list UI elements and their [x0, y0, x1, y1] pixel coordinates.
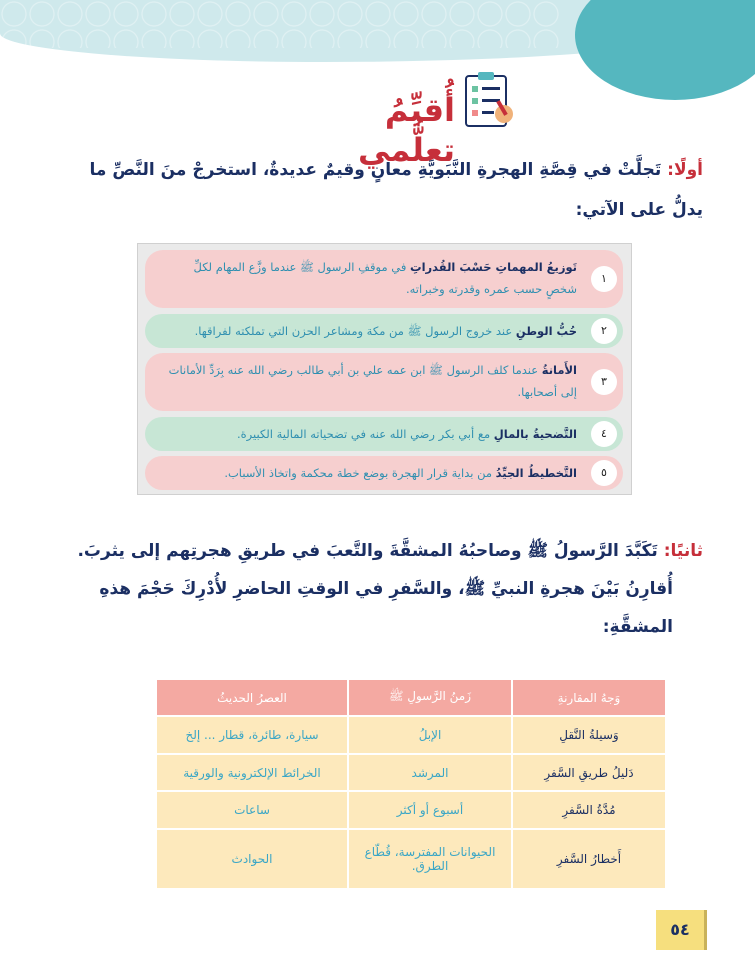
table-row — [156, 716, 666, 754]
item-term: التَّضحيةُ بالمالِ — [493, 427, 577, 441]
item-description: عند خروج الرسول ﷺ من مكة ومشاعر الحزن التي تملكته لفراقها. — [194, 324, 516, 338]
title-block — [0, 68, 755, 169]
table-cell: سيارة، طائرة، قطار ... إلخ — [156, 716, 348, 754]
section-two-question — [43, 532, 703, 646]
comparison-table — [155, 678, 667, 890]
header-pattern — [0, 0, 560, 48]
section-two-text: تَكَبَّدَ الرَّسولُ ﷺ وصاحبُهُ المشقَّةَ والتَّعبَ في طريقِ هجرتِهم إلى يثربَ. — [77, 541, 664, 561]
section-one-label: أولًا: — [667, 160, 703, 180]
list-item — [145, 250, 623, 308]
item-number: ٢ — [591, 318, 617, 344]
header-decoration — [0, 0, 755, 62]
item-description: مع أبي بكر رضي الله عنه في تضحياته المالية الكبيرة. — [236, 427, 494, 441]
section-two-subtext: أُقارِنُ بَيْنَ هجرةِ النبيِّ ﷺ، والسَّفرِ في الوقتِ الحاضرِ لأُدْرِكَ حَجْمَ هذهِ المشقَّةِ: — [99, 579, 673, 637]
item-description: من بداية قرار الهجرة بوضع خطة محكمة واتخاذ الأسباب. — [224, 466, 496, 480]
table-cell: المرشد — [348, 754, 512, 792]
table-row — [156, 791, 666, 829]
table-cell: أَخطارُ السَّفرِ — [512, 829, 666, 889]
page-number: ٥٤ — [656, 910, 704, 950]
checklist-icon — [458, 70, 520, 132]
list-item — [145, 314, 623, 348]
table-cell: الحوادث — [156, 829, 348, 889]
item-number: ١ — [591, 266, 617, 292]
table-row — [156, 754, 666, 792]
item-term: التَّخطيطُ الجيِّدُ — [495, 466, 577, 480]
table-cell: مُدَّةُ السَّفرِ — [512, 791, 666, 829]
page-title: أُقيِّمُ تعلُّمي — [358, 91, 455, 169]
item-number: ٣ — [591, 369, 617, 395]
table-cell: وَسيلةُ النَّقلِ — [512, 716, 666, 754]
table-cell: دَليلُ طريقِ السَّفرِ — [512, 754, 666, 792]
list-item — [145, 353, 623, 411]
item-number: ٤ — [591, 421, 617, 447]
table-cell: الخرائط الإلكترونية والورقية — [156, 754, 348, 792]
header-modern-era: العصرُ الحديثُ — [156, 679, 348, 716]
table-cell: الإبلُ — [348, 716, 512, 754]
item-description: عندما كلف الرسول ﷺ ابن عمه علي بن أبي طالب رضي الله عنه بِرَدِّ الأمانات إلى أصحابها. — [168, 363, 577, 399]
header-prophet-era: زَمنُ الرَّسولِ ﷺ — [348, 679, 512, 716]
item-number: ٥ — [591, 460, 617, 486]
section-two-label: ثانيًا: — [663, 541, 703, 561]
values-list — [137, 243, 632, 495]
section-one-question — [53, 150, 703, 230]
table-row — [156, 829, 666, 889]
item-term: الأَمانةُ — [541, 363, 577, 377]
table-cell: أسبوع أو أكثر — [348, 791, 512, 829]
item-term: حُبُّ الوطنِ — [515, 324, 577, 338]
header-aspect: وَجهُ المقارنةِ — [512, 679, 666, 716]
table-header-row — [156, 679, 666, 716]
list-item — [145, 417, 623, 451]
table-cell: ساعات — [156, 791, 348, 829]
list-item — [145, 456, 623, 490]
item-term: تَوزيعُ المهماتِ حَسْبَ القُدراتِ — [410, 260, 577, 274]
item-description: في موقفِ الرسول ﷺ عندما وزَّع المهام لكلِّ شخصٍ حسب عمره وقدرته وخبراته. — [193, 260, 577, 296]
section-one-text: تَجلَّتْ في قِصَّةِ الهجرةِ النَّبَويَّةِ معانٍ وقيمٌ عديدةٌ، استخرجْ منَ النَّصِّ ما يدلُّ على الآتي: — [89, 160, 703, 220]
table-cell: الحيوانات المفترسة، قُطّاع الطرق. — [348, 829, 512, 889]
